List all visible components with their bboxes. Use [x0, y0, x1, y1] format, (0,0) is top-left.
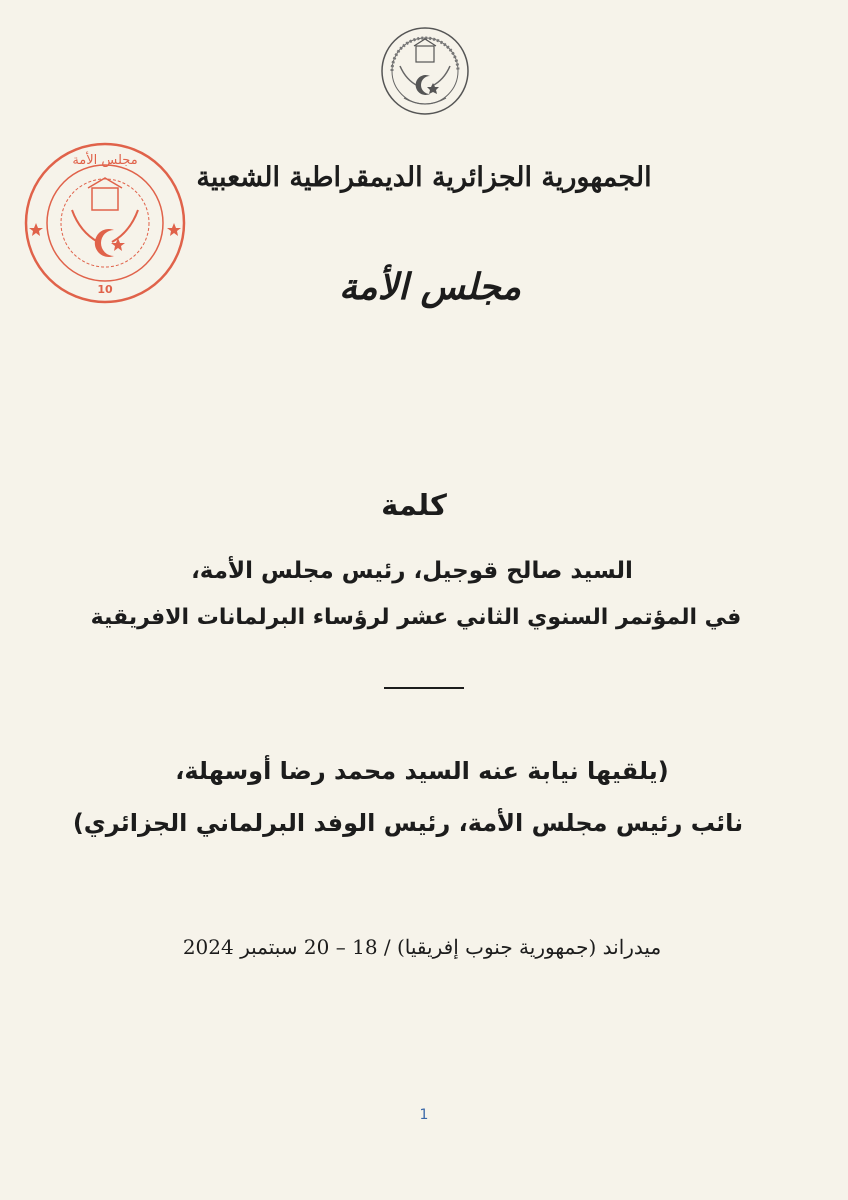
delivered-by-line: (يلقيها نيابة عنه السيد محمد رضا أوسهلة،: [175, 757, 669, 785]
stamp-top-text: مجلس الأمة: [72, 153, 138, 168]
page-number: 1: [419, 1107, 429, 1123]
divider-rule: [384, 687, 464, 689]
occasion-line: في المؤتمر السنوي الثاني عشر لرؤساء البرلمانات الافريقية: [90, 605, 742, 630]
stamp-number: 10: [97, 283, 113, 296]
speaker-line: السيد صالح قوجيل، رئيس مجلس الأمة،: [191, 558, 633, 584]
emblem-icon: [378, 26, 472, 116]
speech-title: كلمة: [381, 488, 447, 522]
institution-name: مجلس الأمة: [339, 266, 521, 308]
deputy-role-line: نائب رئيس مجلس الأمة، رئيس الوفد البرلماني الجزائري): [72, 809, 744, 837]
place-date-line: ميدراند (جمهورية جنوب إفريقيا) / 18 – 20 سبتمبر 2024: [182, 935, 662, 959]
country-name: الجمهورية الجزائرية الديمقراطية الشعبية: [196, 162, 652, 193]
